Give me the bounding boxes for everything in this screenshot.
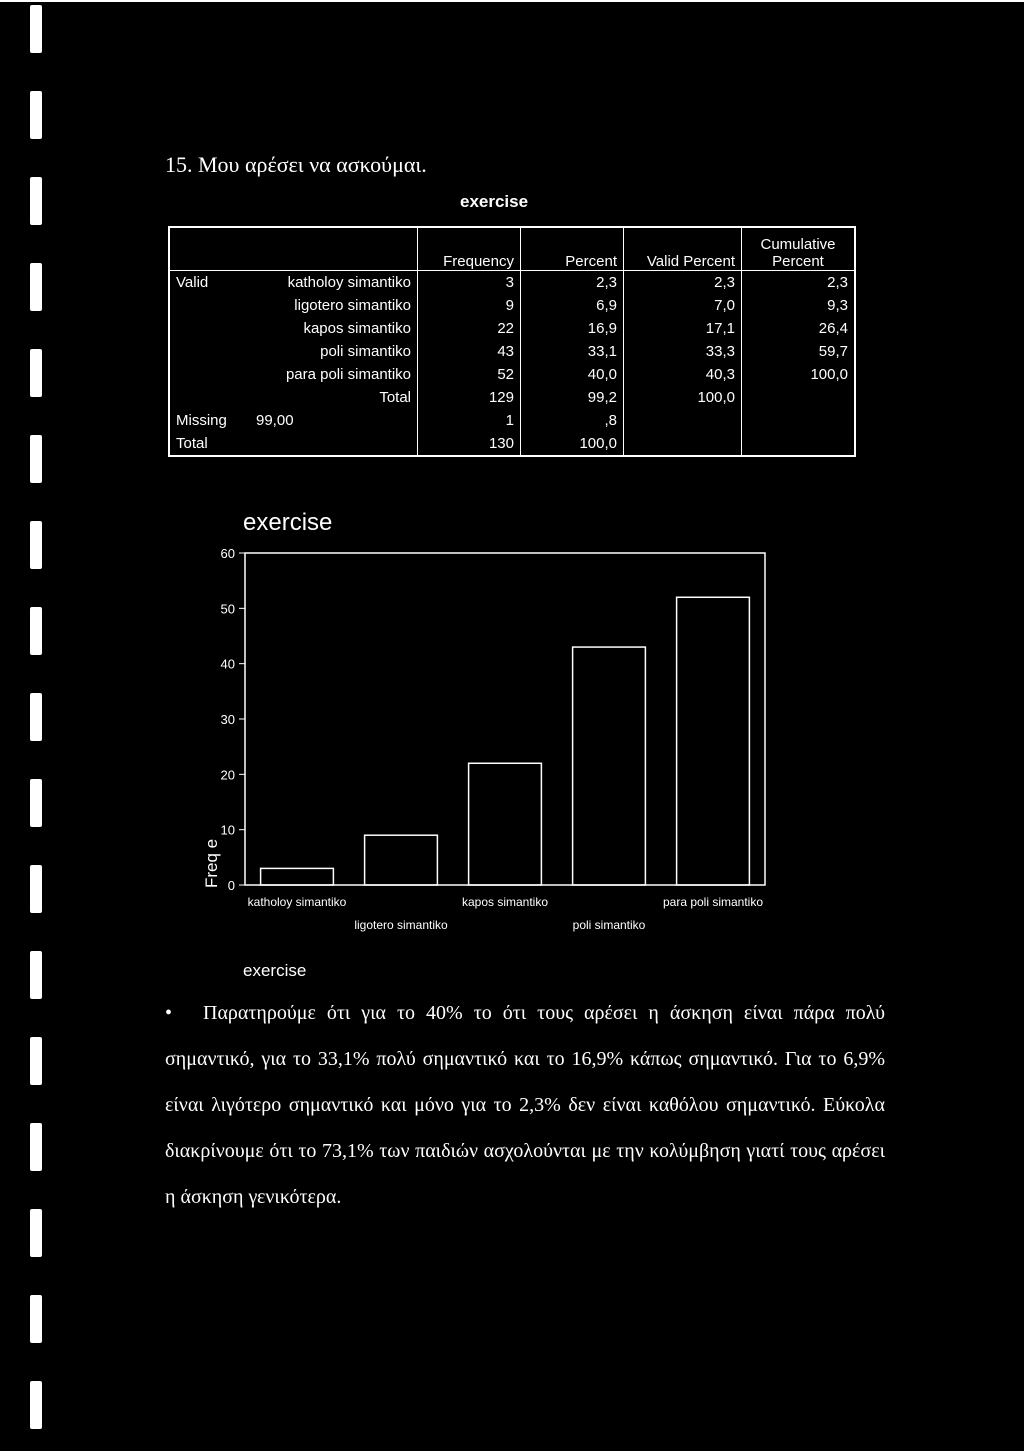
x-tick-label: katholoy simantiko <box>247 895 347 909</box>
table-cell: 33,3 <box>624 340 742 363</box>
table-cell: 2,3 <box>742 271 856 295</box>
table-cell: 99,00 <box>256 412 294 429</box>
top-border <box>0 0 1024 4</box>
table-cell: 100,0 <box>624 386 742 409</box>
bullet: • <box>165 1002 173 1024</box>
binder-hole <box>30 1209 42 1257</box>
binder-hole <box>30 779 42 827</box>
binder-hole <box>30 1037 42 1085</box>
binder-hole <box>30 1295 42 1343</box>
bar <box>573 647 646 885</box>
table-cell: 100,0 <box>742 363 856 386</box>
table-header: Valid Percent <box>624 227 742 271</box>
table-header: Percent <box>521 227 624 271</box>
x-tick-label: ligotero simantiko <box>354 918 448 932</box>
table-cell <box>742 409 856 432</box>
table-cell: 40,0 <box>521 363 624 386</box>
table-cell: 2,3 <box>624 271 742 295</box>
table-cell: Total <box>379 389 411 406</box>
table-cell: 17,1 <box>624 317 742 340</box>
table-cell: 52 <box>418 363 521 386</box>
table-title: exercise <box>460 192 529 211</box>
binder-hole <box>30 91 42 139</box>
table-row <box>169 386 855 409</box>
y-tick-label: 30 <box>220 712 235 727</box>
binder-hole <box>30 1123 42 1171</box>
analysis-paragraph <box>165 990 885 1220</box>
table-cell: kapos simantiko <box>303 320 411 337</box>
chart-title: exercise <box>243 509 333 536</box>
bar <box>261 868 334 885</box>
binder-hole <box>30 435 42 483</box>
table-cell: 43 <box>418 340 521 363</box>
y-tick-label: 0 <box>227 878 235 893</box>
table-cell: 1 <box>418 409 521 432</box>
bar <box>469 763 542 885</box>
table-cell: 16,9 <box>521 317 624 340</box>
binder-hole <box>30 1381 42 1429</box>
table-cell: Total <box>176 435 208 452</box>
binder-hole <box>30 693 42 741</box>
binder-hole <box>30 521 42 569</box>
y-tick-label: 10 <box>220 822 235 838</box>
y-tick-label: 50 <box>220 601 235 617</box>
y-tick-label: 20 <box>220 767 235 783</box>
table-cell: 130 <box>418 432 521 456</box>
paragraph-text: Παρατηρούμε ότι για το 40% το ότι τους αρέσει η άσκηση είναι πάρα πολύ σημαντικό, για το 33,1% πολύ σημαντικό και το 16,9% κάπως σημαντικό. Για το 6,9% είναι λιγότερο σημαντικό και μόνο για το 2,3% δεν είναι καθόλου σημαντικό. Εύκολα διακρίνουμε ότι το 73,1% των παιδιών ασχολούνται με την κολύμβηση γιατί τους αρέσει η άσκηση γενικότερα. <box>165 1002 885 1208</box>
table-cell <box>169 386 250 409</box>
table-cell <box>169 363 250 386</box>
table-header-row <box>169 227 855 271</box>
x-tick-label: kapos simantiko <box>461 895 549 909</box>
table-cell: Valid <box>176 274 209 291</box>
binder-hole <box>30 865 42 913</box>
x-tick-label: poli simantiko <box>572 918 646 932</box>
table-cell: 100,0 <box>521 432 624 456</box>
table-row <box>169 432 855 456</box>
table-header: Cumulative Percent <box>742 227 856 271</box>
table-cell: 40,3 <box>624 363 742 386</box>
table-cell: 9 <box>418 294 521 317</box>
table-row <box>169 363 855 386</box>
y-tick-label: 60 <box>220 546 235 561</box>
table-cell: ,8 <box>521 409 624 432</box>
table-cell: 22 <box>418 317 521 340</box>
binder-hole <box>30 263 42 311</box>
table-cell: 9,3 <box>742 294 856 317</box>
bar <box>365 835 438 885</box>
table-row <box>169 340 855 363</box>
y-tick-label: 40 <box>220 656 235 672</box>
table-header: Frequency <box>418 227 521 271</box>
table-cell: 3 <box>418 271 521 295</box>
table-cell: 33,1 <box>521 340 624 363</box>
table-header <box>169 227 250 271</box>
table-cell: 2,3 <box>521 271 624 295</box>
plot-area <box>245 553 765 885</box>
binder-hole <box>30 177 42 225</box>
table-row <box>169 271 855 295</box>
y-axis-label: Freq e <box>202 838 221 888</box>
binder-hole <box>30 951 42 999</box>
table-cell <box>624 432 742 456</box>
table-row <box>169 294 855 317</box>
table-cell <box>250 432 418 456</box>
x-axis-label: exercise <box>243 961 307 980</box>
x-tick-label: para poli simantiko <box>662 895 764 909</box>
table-header <box>250 227 418 271</box>
table-cell: katholoy simantiko <box>287 274 411 291</box>
table-cell: 129 <box>418 386 521 409</box>
table-cell <box>169 317 250 340</box>
table-cell <box>742 386 856 409</box>
table-cell <box>742 432 856 456</box>
table-cell: 59,7 <box>742 340 856 363</box>
table-cell: ligotero simantiko <box>294 297 411 314</box>
table-row <box>169 317 855 340</box>
table-cell: 7,0 <box>624 294 742 317</box>
binder-hole <box>30 607 42 655</box>
table-cell: Missing <box>176 412 227 429</box>
table-cell: 6,9 <box>521 294 624 317</box>
table-cell: 99,2 <box>521 386 624 409</box>
binder-hole <box>30 5 42 53</box>
table-cell <box>169 294 250 317</box>
section-heading: 15. Μου αρέσει να ασκούμαι. <box>165 152 427 177</box>
binder-hole <box>30 349 42 397</box>
table-cell <box>624 409 742 432</box>
table-cell: para poli simantiko <box>285 366 411 383</box>
table-cell: 26,4 <box>742 317 856 340</box>
table-cell <box>169 340 250 363</box>
table-cell: poli simantiko <box>320 343 411 360</box>
table-row <box>169 409 855 432</box>
bar <box>677 597 750 885</box>
frequency-table <box>168 226 856 457</box>
